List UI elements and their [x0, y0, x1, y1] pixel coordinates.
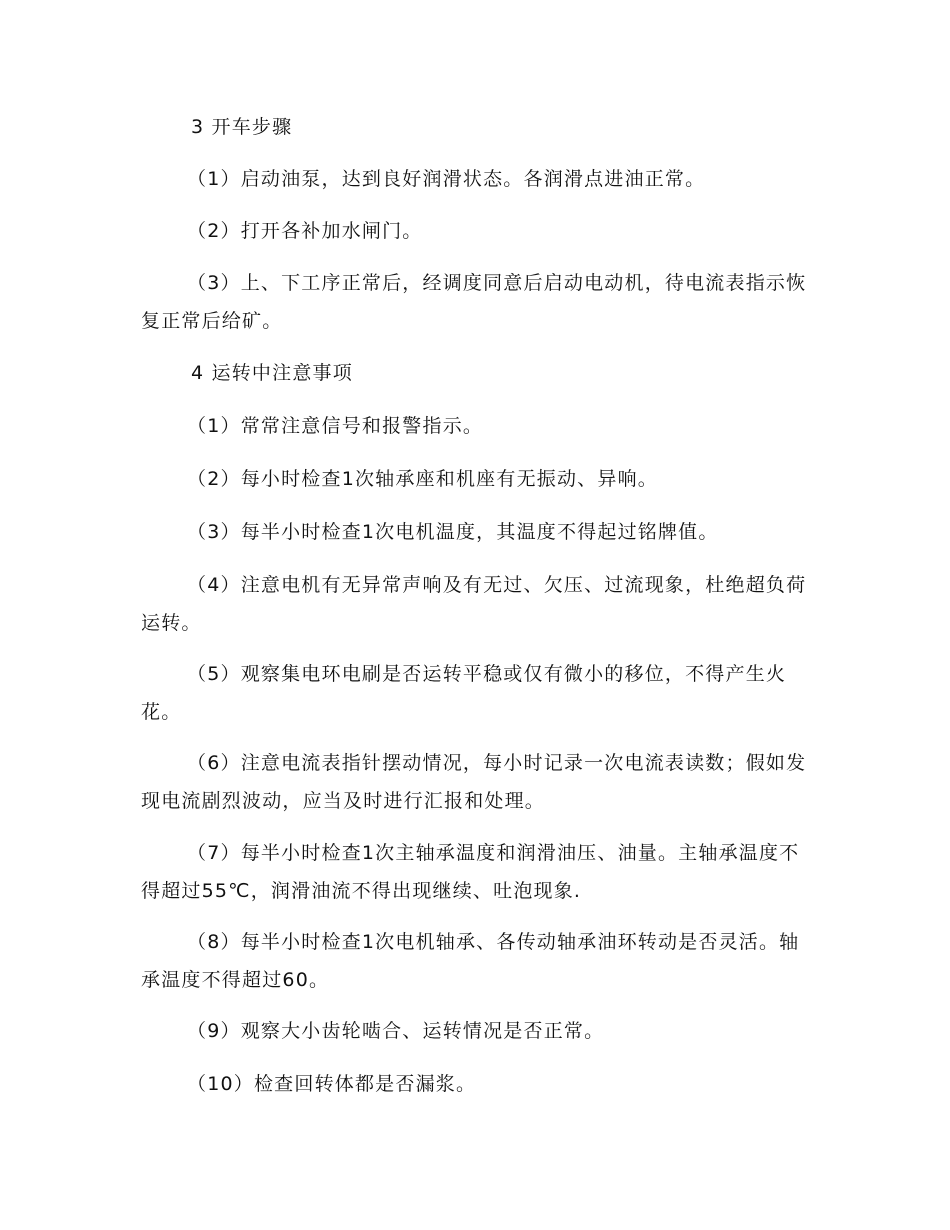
- paragraph-operation-1: （1）常常注意信号和报警指示。: [187, 415, 484, 437]
- section-heading-operation: 4 运转中注意事项: [191, 362, 353, 384]
- paragraph-startup-3: （3）上、下工序正常后，经调度同意后启动电动机，待电流表指示恢复正常后给矿。: [141, 272, 807, 332]
- paragraph-operation-10: （10）检查回转体都是否漏浆。: [187, 1073, 477, 1095]
- paragraph-operation-7: （7）每半小时检查1次主轴承温度和润滑油压、油量。主轴承温度不得超过55℃，润滑油流不得出现继续、吐泡现象.: [141, 842, 800, 902]
- paragraph-operation-3: （3）每半小时检查1次电机温度，其温度不得起过铭牌值。: [187, 521, 719, 543]
- paragraph-operation-5: （5）观察集电环电刷是否运转平稳或仅有微小的移位，不得产生火花。: [141, 663, 787, 723]
- paragraph-startup-2: （2）打开各补加水闸门。: [187, 220, 423, 242]
- paragraph-operation-6: （6）注意电流表指针摆动情况，每小时记录一次电流表读数；假如发现电流剧烈波动，应当及时进行汇报和处理。: [141, 752, 807, 812]
- section-heading-startup: 3 开车步骤: [191, 116, 293, 138]
- paragraph-operation-9: （9）观察大小齿轮啮合、运转情况是否正常。: [187, 1020, 605, 1042]
- paragraph-startup-1: （1）启动油泵，达到良好润滑状态。各润滑点进油正常。: [187, 168, 706, 190]
- paragraph-operation-2: （2）每小时检查1次轴承座和机座有无振动、异响。: [187, 468, 658, 490]
- paragraph-operation-8: （8）每半小时检查1次电机轴承、各传动轴承油环转动是否灵活。轴承温度不得超过60。: [141, 931, 800, 991]
- paragraph-operation-4: （4）注意电机有无异常声响及有无过、欠压、过流现象，杜绝超负荷运转。: [141, 574, 807, 634]
